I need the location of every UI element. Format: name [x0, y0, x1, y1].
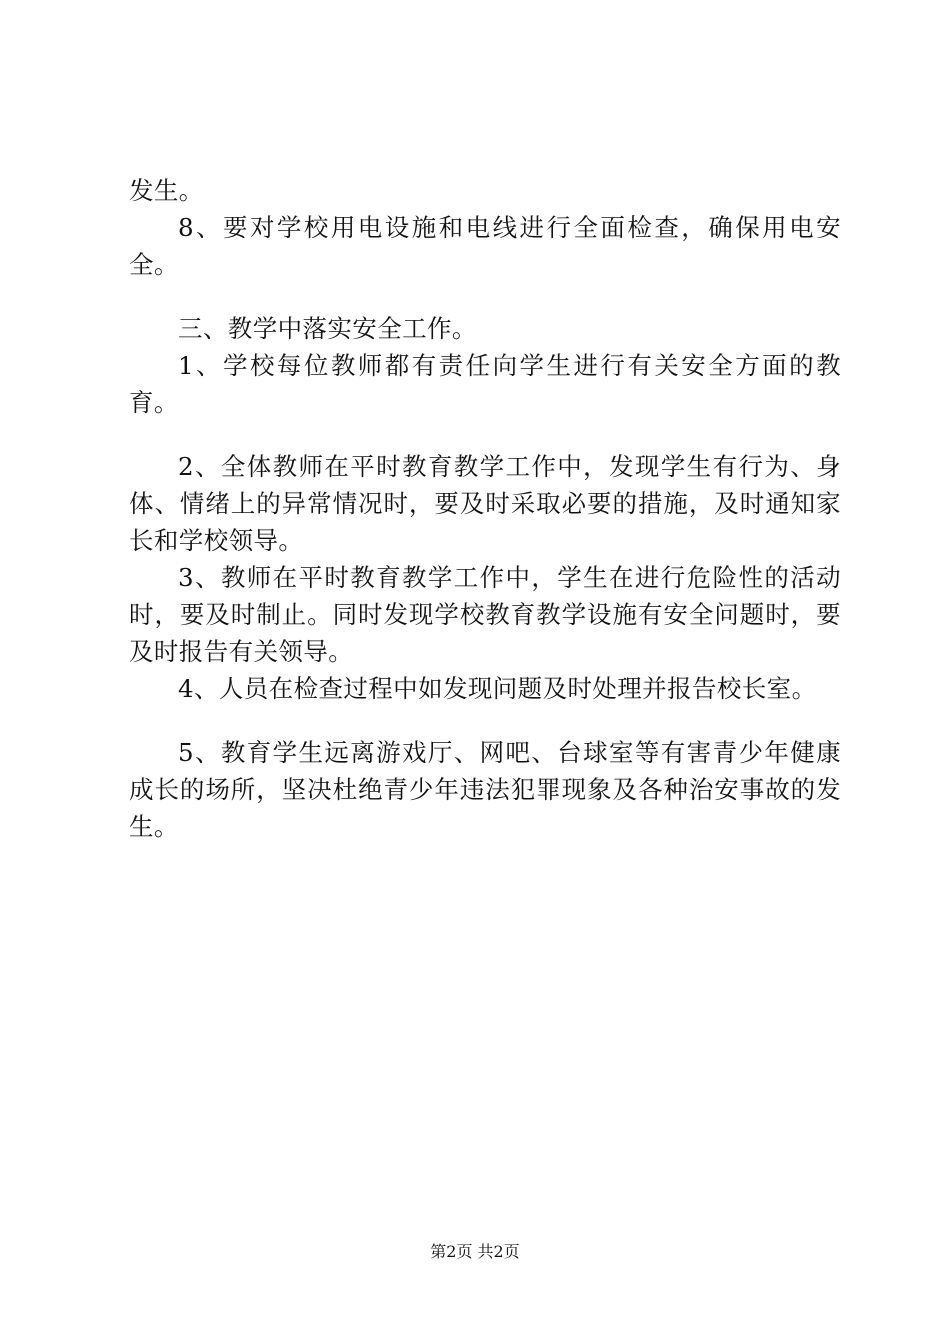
document-body [129, 172, 841, 845]
paragraph-continuation: 发生。 [129, 176, 204, 205]
paragraph-item-3: 3、教师在平时教育教学工作中，学生在进行危险性的活动时，要及时制止。同时发现学校教育教学设施有安全问题时，要及时报告有关领导。 [129, 563, 841, 666]
paragraph-item-5: 5、教育学生远离游戏厅、网吧、台球室等有害青少年健康成长的场所，坚决杜绝青少年违法犯罪现象及各种治安事故的发生。 [129, 738, 841, 841]
paragraph-item-2: 2、全体教师在平时教育教学工作中，发现学生有行为、身体、情绪上的异常情况时，要及时采取必要的措施，及时通知家长和学校领导。 [129, 452, 841, 555]
paragraph-item-8: 8、要对学校用电设施和电线进行全面检查，确保用电安全。 [129, 213, 841, 279]
page-footer: 第2页 共2页 [430, 1242, 520, 1261]
paragraph-item-4: 4、人员在检查过程中如发现问题及时处理并报告校长室。 [178, 674, 817, 703]
section-heading-3: 三、教学中落实安全工作。 [178, 314, 477, 343]
paragraph-item-1: 1、学校每位教师都有责任向学生进行有关安全方面的教育。 [129, 351, 841, 417]
